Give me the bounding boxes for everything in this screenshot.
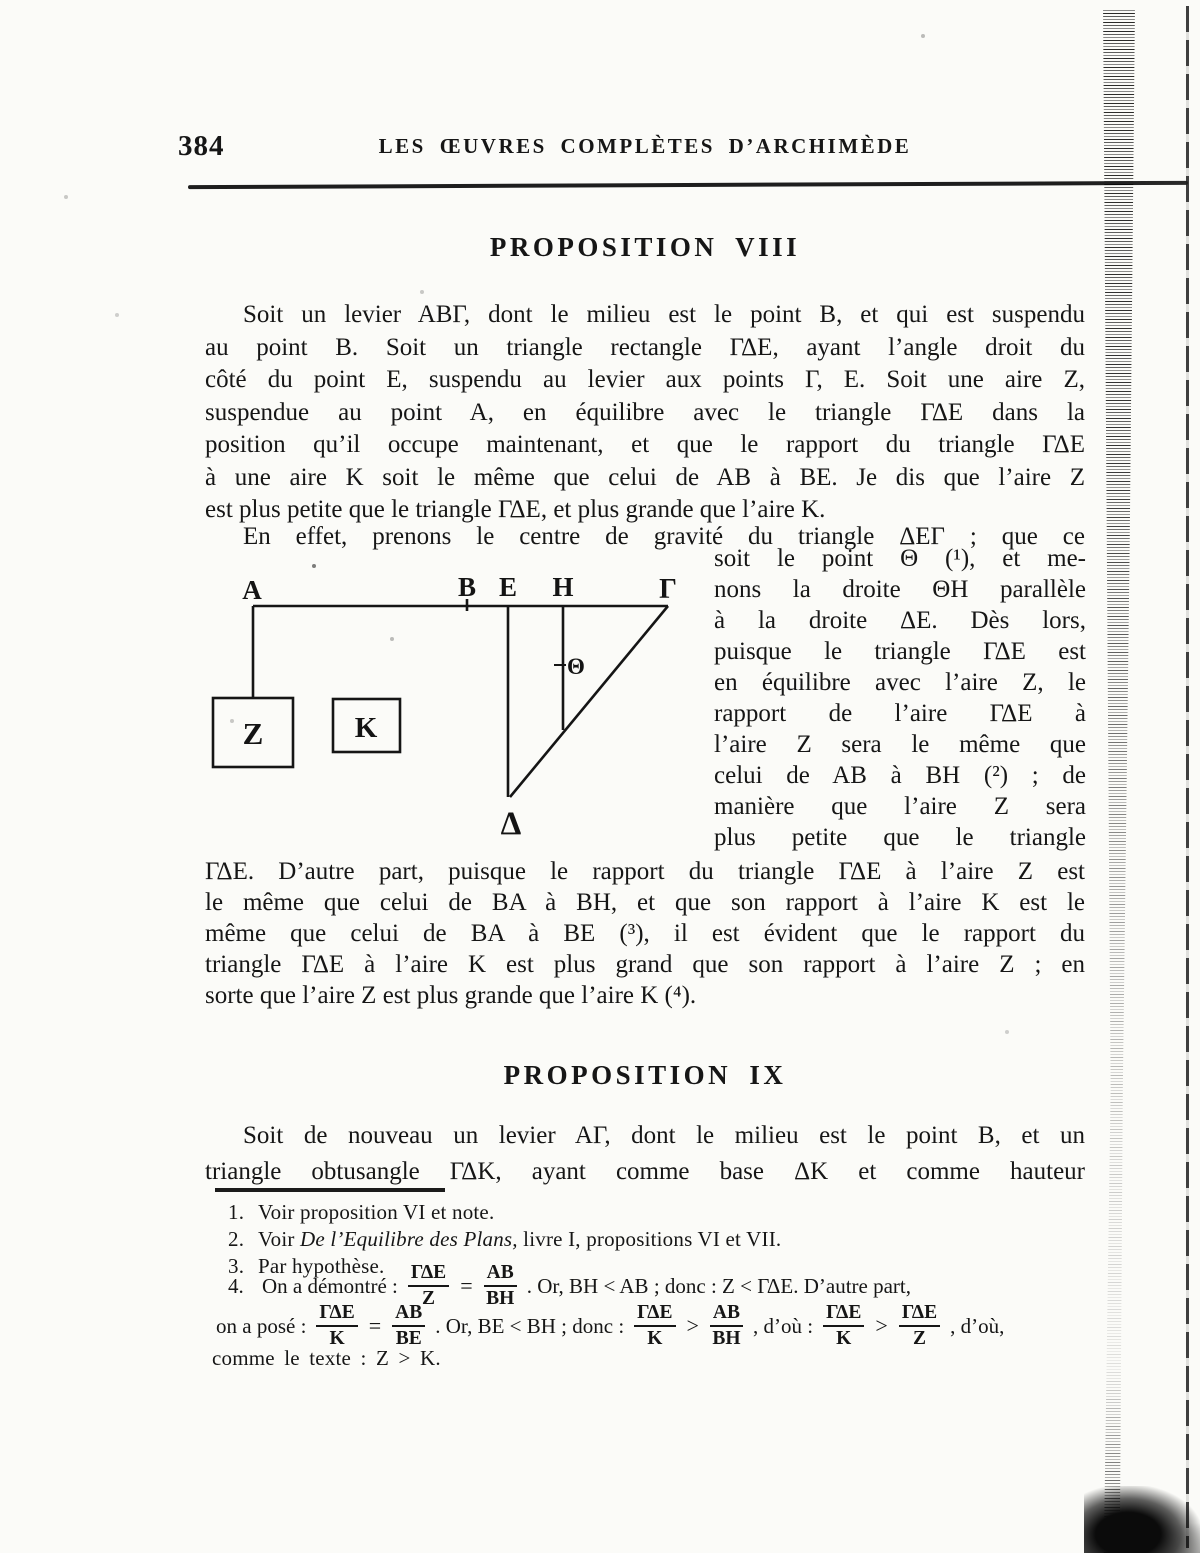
label-theta: Θ (567, 654, 585, 679)
fraction-denominator: K (836, 1328, 852, 1349)
footnote-text: , d’où : (753, 1313, 814, 1338)
footnote-text: On a démontré : (262, 1273, 398, 1298)
fraction-denominator: K (329, 1328, 345, 1349)
text-line: soit le point Θ (¹), et me- (714, 545, 1086, 572)
equals-sign: = (368, 1313, 382, 1338)
scan-speck (230, 719, 234, 723)
footnote-text: . Or, BE < BH ; donc : (435, 1313, 625, 1338)
text-line: même que celui de BA à BE (³), il est évident que le rapport du (205, 920, 1085, 947)
footnote-italic-title: De l’Equilibre des Plans, (300, 1227, 518, 1251)
footnote-text: Voir (258, 1227, 301, 1251)
label-k: K (354, 712, 378, 744)
text-line: ΓΔE. D’autre part, puisque le rapport du triangle ΓΔE à l’aire Z est (205, 858, 1085, 885)
scan-speck (115, 313, 119, 317)
text-line: suspendue au point A, en équilibre avec le triangle ΓΔE dans la (205, 398, 1085, 426)
text-line: triangle obtusangle ΓΔK, ayant comme base ΔK et comme hauteur (205, 1158, 1085, 1185)
text-line: nons la droite ΘH parallèle (714, 576, 1086, 603)
text-line: à une aire K soit le même que celui de AB à BE. Je dis que l’aire Z (205, 463, 1085, 491)
fraction-numerator: ΓΔE (823, 1302, 864, 1327)
figure-lever-triangle (198, 566, 690, 858)
text-line: rapport de l’aire ΓΔE à (714, 700, 1086, 727)
footnote-1 (228, 1200, 494, 1225)
label-gamma: Γ (659, 574, 677, 605)
footnote-separator (215, 1188, 445, 1192)
footnote-number: 1. (228, 1200, 245, 1224)
text-line: triangle ΓΔE à l’aire K est plus grand que son rapport à l’aire Z ; en (205, 951, 1085, 978)
fraction-denominator: BE (395, 1328, 422, 1349)
label-z: Z (242, 716, 264, 751)
label-e: E (498, 572, 518, 602)
text-line: le même que celui de BA à BH, et que son rapport à l’aire K est le (205, 889, 1085, 916)
footnote-number: 3. (228, 1254, 245, 1278)
fraction-denominator: Z (913, 1328, 927, 1349)
footnote-text: . Or, BH < AB ; donc : Z < ΓΔE. D’autre part, (526, 1273, 911, 1298)
fraction-denominator: BH (486, 1288, 515, 1309)
greater-than-sign: > (686, 1313, 699, 1338)
scan-corner-blob (1084, 1486, 1200, 1553)
footnote-text: , d’où, (950, 1313, 1005, 1338)
fraction-numerator: ΓΔE (899, 1302, 940, 1327)
page-number: 384 (178, 130, 225, 162)
scan-speck (921, 34, 925, 38)
scan-speck (420, 290, 424, 294)
fraction (316, 1302, 357, 1351)
text-line: position qu’il occupe maintenant, et que le rapport du triangle ΓΔE (205, 431, 1085, 458)
text-line: plus petite que le triangle (714, 824, 1086, 851)
footnote-text: on a posé : (216, 1313, 307, 1338)
prop8-title: PROPOSITION VIII (489, 232, 801, 262)
fraction-numerator: ΓΔE (316, 1302, 357, 1327)
equals-sign: = (460, 1273, 473, 1298)
hypotenuse-gamma-delta (510, 606, 668, 797)
text-line: sorte que l’aire Z est plus grande que l’aire K (⁴). (205, 982, 697, 1009)
scan-binding-artifact (1100, 8, 1138, 1553)
text-line: celui de AB à BH (²) ; de (714, 762, 1086, 789)
label-b: B (457, 572, 477, 602)
fraction-numerator: AB (484, 1262, 517, 1287)
prop8-paragraph-1 (205, 299, 1085, 527)
fraction-numerator: AB (710, 1302, 743, 1327)
scan-speck (312, 564, 316, 568)
footnote-2 (228, 1227, 781, 1252)
fraction-numerator: AB (392, 1302, 425, 1327)
footnote-number: 4. (228, 1273, 244, 1298)
header-rule (188, 181, 1188, 189)
prop8-paragraph-3 (205, 856, 1085, 1011)
fraction-denominator: K (647, 1328, 663, 1349)
prop9-title: PROPOSITION IX (503, 1060, 787, 1090)
text-line: en équilibre avec l’aire Z, le (714, 669, 1086, 696)
fraction (899, 1302, 940, 1351)
text-line: à la droite ΔE. Dès lors, (714, 607, 1086, 634)
text-line: côté du point E, suspendu au levier aux points Γ, E. Soit une aire Z, (205, 366, 1085, 393)
fraction-numerator: ΓΔE (408, 1262, 449, 1287)
fraction-numerator: ΓΔE (634, 1302, 675, 1327)
scan-speck (390, 637, 394, 641)
text-line: En effet, prenons le centre de gravité du triangle ΔEΓ ; que ce (243, 523, 1085, 550)
text-line: puisque le triangle ΓΔE est (714, 638, 1086, 665)
footnote-number: 2. (228, 1227, 245, 1251)
label-delta: Δ (500, 806, 522, 842)
footnote-text: livre I, propositions VI et VII. (517, 1227, 782, 1251)
fraction (392, 1302, 425, 1351)
scan-speck (1005, 1030, 1009, 1034)
fraction (823, 1302, 864, 1351)
footnote-text: comme le texte : Z > K. (212, 1346, 441, 1370)
prop9-paragraph (205, 1118, 1085, 1190)
fraction-denominator: BH (712, 1328, 741, 1349)
footnote-text: Voir proposition VI et note. (258, 1200, 495, 1224)
label-h: H (552, 572, 574, 602)
text-line: au point B. Soit un triangle rectangle ΓΔE, ayant l’angle droit du (205, 333, 1085, 361)
fraction (710, 1302, 743, 1351)
fraction-denominator: Z (422, 1288, 436, 1309)
running-title: LES ŒUVRES COMPLÈTES D’ARCHIMÈDE (378, 134, 912, 158)
footnote-4-line-3 (212, 1346, 441, 1371)
text-line: l’aire Z sera le même que (714, 731, 1086, 758)
text-line: Soit un levier ABΓ, dont le milieu est le point B, et qui est suspendu (243, 301, 1085, 328)
text-line: manière que l’aire Z sera (714, 793, 1086, 820)
text-line: Soit de nouveau un levier AΓ, dont le milieu est le point B, et un (243, 1122, 1085, 1149)
label-a: A (242, 575, 262, 605)
text-line: est plus petite que le triangle ΓΔE, et plus grande que l’aire K. (205, 496, 826, 523)
scan-speck (64, 195, 68, 199)
fraction (634, 1302, 675, 1351)
greater-than-sign: > (875, 1313, 888, 1338)
prop8-wrapped-column (714, 543, 1086, 853)
scan-edge-line (1186, 6, 1189, 1548)
footnote-text: Par hypothèse. (258, 1254, 385, 1278)
